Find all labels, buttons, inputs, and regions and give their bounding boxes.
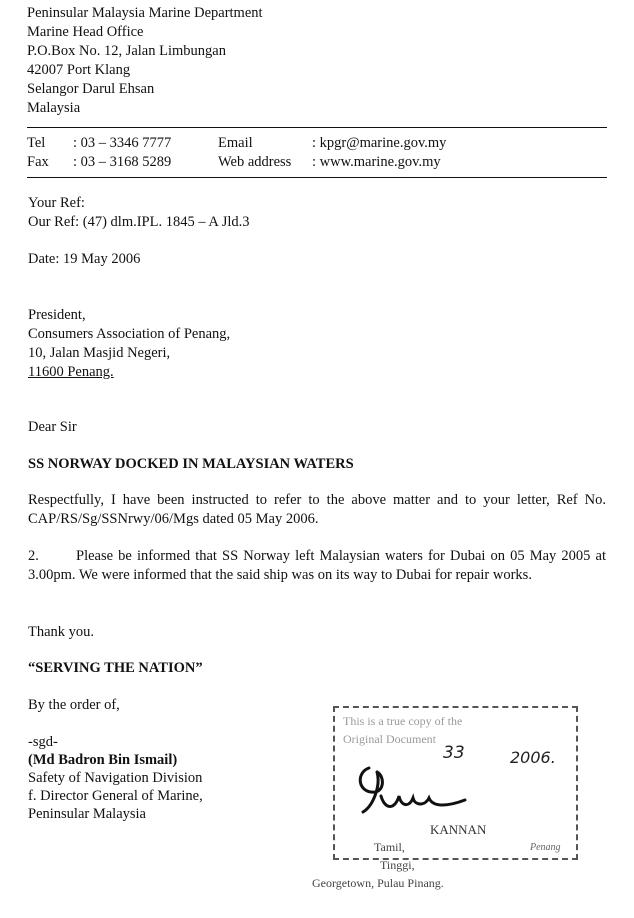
signatory-title: f. Director General of Marine, xyxy=(28,788,203,804)
fax-value: : 03 – 3168 5289 xyxy=(73,154,172,170)
motto: “SERVING THE NATION” xyxy=(28,660,203,676)
recipient-line: President, xyxy=(28,307,86,323)
tel-value: : 03 – 3346 7777 xyxy=(73,135,172,151)
web-label: Web address xyxy=(218,154,292,170)
stamp-faded-line: This is a true copy of the xyxy=(343,714,463,728)
our-ref: Our Ref: (47) dlm.IPL. 1845 – A Jld.3 xyxy=(28,214,250,230)
stamp-small-text: Penang xyxy=(530,842,561,853)
recipient-line: Consumers Association of Penang, xyxy=(28,326,231,342)
sender-line: P.O.Box No. 12, Jalan Limbungan xyxy=(27,43,226,59)
stamp-faded-line: Original Document xyxy=(343,732,436,746)
stamp-line: Tinggi, xyxy=(380,858,415,872)
signatory-title: Peninsular Malaysia xyxy=(28,806,146,822)
stamp-officer-name: KANNAN xyxy=(430,822,487,837)
stamp-handwritten-number: 33 xyxy=(443,743,465,763)
header-divider-bottom xyxy=(27,177,607,178)
signatory-title: Safety of Navigation Division xyxy=(28,770,203,786)
fax-label: Fax xyxy=(27,154,49,170)
signatory-name: (Md Badron Bin Ismail) xyxy=(28,752,178,768)
closing-thanks: Thank you. xyxy=(28,624,95,640)
salutation: Dear Sir xyxy=(28,419,77,435)
sender-line: Selangor Darul Ehsan xyxy=(27,81,155,97)
subject-heading: SS NORWAY DOCKED IN MALAYSIAN WATERS xyxy=(28,456,354,472)
letter-date: Date: 19 May 2006 xyxy=(28,251,141,267)
header-divider-top xyxy=(27,127,607,128)
tel-label: Tel xyxy=(27,135,46,151)
sender-line: Marine Head Office xyxy=(27,24,144,40)
body-paragraph-1: Respectfully, I have been instructed to refer to the above matter and to your letter, Ref No. CAP/RS/Sg/SSNrwy/06/Mgs dated 05 May 2006. xyxy=(28,492,606,527)
body-paragraph-2 xyxy=(28,547,606,585)
recipient-line: 10, Jalan Masjid Negeri, xyxy=(28,345,171,361)
handwritten-signature xyxy=(355,762,475,822)
paragraph-text: Please be informed that SS Norway left Malaysian waters for Dubai on 05 May 2005 at 3.00pm. We were informed that the said ship was on its way to Dubai for repair works. xyxy=(28,548,606,583)
stamp-line: Tamil, xyxy=(374,840,405,854)
sender-line: 42007 Port Klang xyxy=(27,62,131,78)
paragraph-number: 2. xyxy=(28,548,39,564)
sender-line: Malaysia xyxy=(27,100,81,116)
by-order: By the order of, xyxy=(28,697,120,713)
stamp-town-line: Georgetown, Pulau Pinang. xyxy=(312,876,444,890)
web-value: : www.marine.gov.my xyxy=(312,154,441,170)
email-value: : kpgr@marine.gov.my xyxy=(312,135,447,151)
recipient-postcode-line: 11600 Penang. xyxy=(28,364,114,380)
stamp-handwritten-year: 2006. xyxy=(510,748,556,767)
sender-line: Peninsular Malaysia Marine Department xyxy=(27,5,263,21)
your-ref: Your Ref: xyxy=(28,195,85,211)
email-label: Email xyxy=(218,135,253,151)
signature-sgd: -sgd- xyxy=(28,734,58,750)
